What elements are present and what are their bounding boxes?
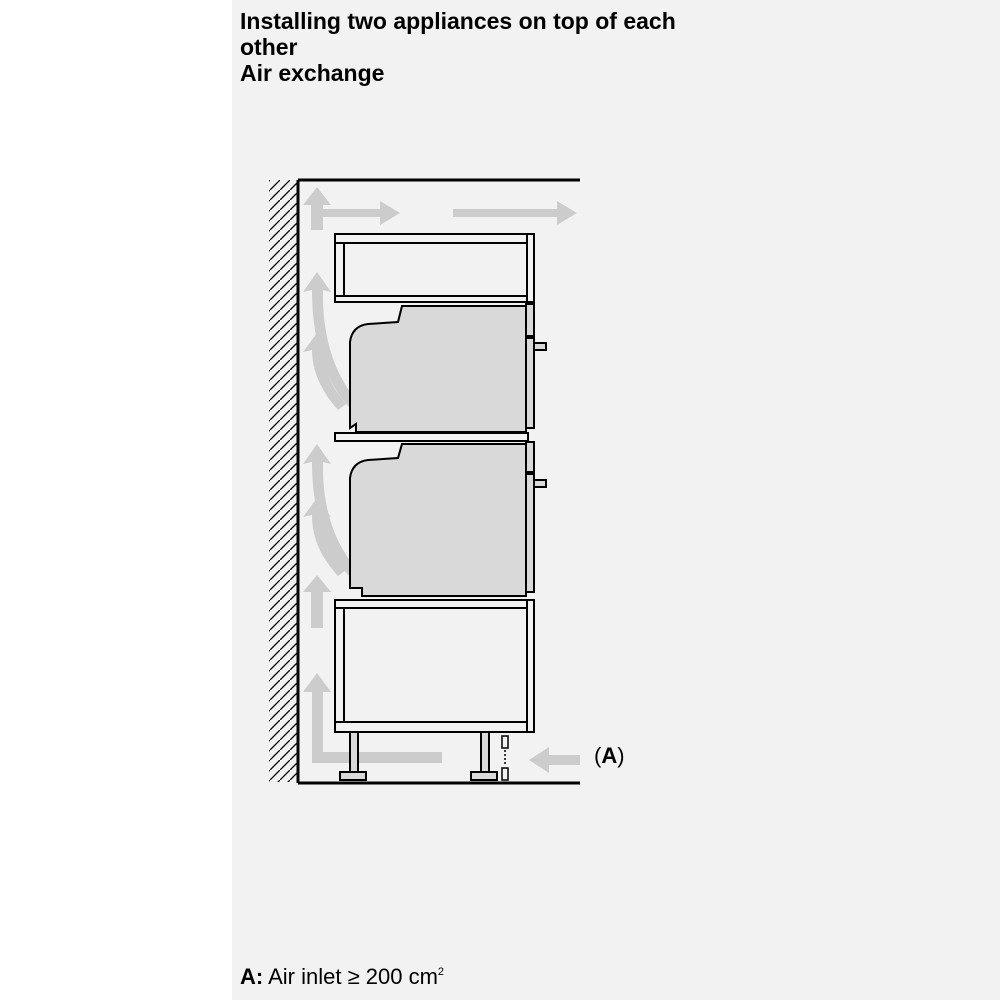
callout-key: A: [601, 743, 618, 768]
lower-cabinet-door: [527, 600, 534, 732]
airflow-arrow-top-right: [453, 201, 577, 225]
foot-left-base: [340, 772, 366, 780]
title-line-2: other: [240, 34, 298, 60]
airflow-arrow-top-left: [320, 201, 400, 225]
lower-cabinet-body: [335, 600, 528, 732]
foot-right: [481, 732, 489, 772]
intermediate-shelf: [335, 433, 528, 441]
lower-oven-body: [350, 444, 526, 596]
airflow-arrow-up-top: [303, 187, 331, 230]
airflow-curve-upper-outer: [303, 333, 346, 410]
lower-oven: [350, 442, 546, 596]
upper-cabinet-door: [527, 234, 534, 302]
air-inlet-callout: [594, 742, 625, 770]
upper-oven-door: [526, 338, 534, 428]
foot-right-base: [471, 772, 497, 780]
lower-oven-front: [526, 442, 534, 472]
upper-cabinet-body: [335, 234, 528, 302]
wall-hatching: [269, 180, 297, 782]
upper-oven-handle: [534, 343, 546, 350]
airflow-curve-lower-outer: [303, 498, 346, 576]
upper-oven-body: [350, 306, 526, 432]
callout-open-paren: (: [594, 743, 602, 768]
plinth-panel: [502, 736, 508, 780]
legend: [240, 958, 444, 991]
upper-oven: [350, 304, 546, 432]
lower-cabinet: [335, 600, 534, 732]
callout-close-paren: ): [617, 743, 625, 768]
air-inlet-arrow: [529, 747, 580, 773]
title-line-1: Installing two appliances on top of each: [240, 8, 676, 34]
lower-oven-door: [526, 474, 534, 592]
legend-key: A:: [240, 964, 264, 989]
airflow-arrow-up-middle: [303, 575, 331, 628]
foot-left: [350, 732, 358, 772]
legend-superscript: 2: [437, 966, 445, 978]
upper-oven-front: [526, 304, 534, 336]
lower-oven-handle: [534, 480, 546, 487]
upper-cabinet: [335, 234, 534, 302]
legend-text: Air inlet ≥ 200 cm: [263, 964, 438, 989]
title-line-3: Air exchange: [240, 60, 385, 86]
